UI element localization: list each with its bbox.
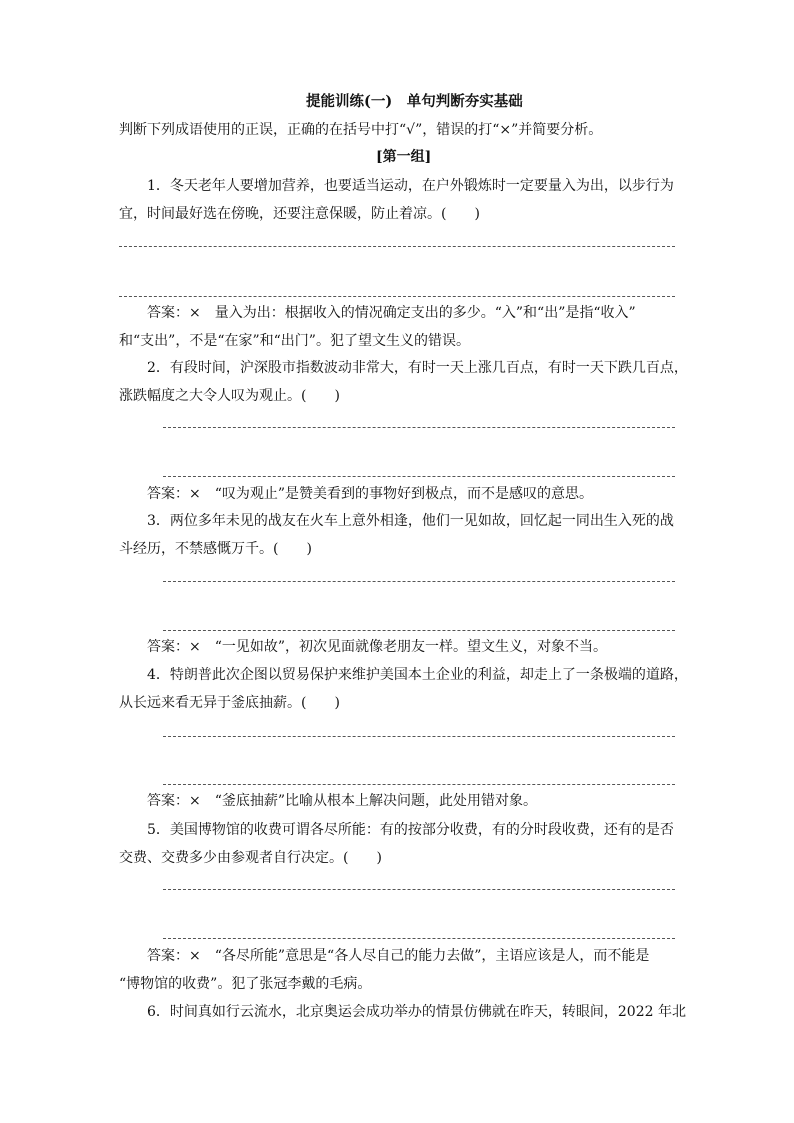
question-1-line-1: 1．冬天老年人要增加营养，也要适当运动，在户外锻炼时一定要量入为出，以步行为: [147, 178, 674, 194]
question-3-line-2: 斗经历，不禁感慨万千。( ): [119, 541, 312, 557]
answer-line: [163, 630, 675, 631]
answer-line: [163, 476, 675, 477]
answer-5-line-1: 答案：× “各尽所能”意思是“各人尽自己的能力去做”，主语应该是人，而不能是: [147, 948, 650, 964]
answer-5-line-2: “博物馆的收费”。犯了张冠李戴的毛病。: [119, 976, 372, 992]
page-title: 提能训练(一) 单句判断夯实基础: [306, 93, 523, 110]
question-6-line-1: 6．时间真如行云流水，北京奥运会成功举办的情景仿佛就在昨天，转眼间，2022 年北: [147, 1004, 686, 1020]
group-heading: [第一组]: [376, 149, 432, 165]
question-3-line-1: 3．两位多年未见的战友在火车上意外相逢，他们一见如故，回忆起一同出生入死的战: [147, 513, 674, 529]
question-5-line-2: 交费、交费多少由参观者自行决定。( ): [119, 850, 382, 866]
answer-1-line-2: 和“支出”，不是“在家”和“出门”。犯了望文生义的错误。: [119, 333, 470, 349]
answer-4-line-1: 答案：× “釜底抽薪”比喻从根本上解决问题，此处用错对象。: [147, 793, 538, 809]
answer-line: [163, 938, 675, 939]
answer-line: [119, 296, 675, 297]
question-4-line-1: 4．特朗普此次企图以贸易保护来维护美国本土企业的利益，却走上了一条极端的道路，: [147, 667, 688, 683]
instruction-text: 判断下列成语使用的正误，正确的在括号中打“√”，错误的打“×”并简要分析。: [119, 122, 603, 138]
question-5-line-1: 5．美国博物馆的收费可谓各尽所能：有的按部分收费，有的分时段收费，还有的是否: [147, 822, 674, 838]
question-1-line-2: 宜，时间最好选在傍晚，还要注意保暖，防止着凉。( ): [119, 206, 480, 222]
question-4-line-2: 从长远来看无异于釜底抽薪。( ): [119, 695, 340, 711]
answer-line: [163, 889, 675, 890]
answer-line: [119, 246, 675, 247]
question-2-line-1: 2．有段时间，沪深股市指数波动非常大，有时一天上涨几百点，有时一天下跌几百点，: [147, 360, 688, 376]
answer-line: [163, 784, 675, 785]
answer-3-line-1: 答案：× “一见如故”，初次见面就像老朋友一样。望文生义，对象不当。: [147, 639, 608, 655]
answer-2-line-1: 答案：× “叹为观止”是赞美看到的事物好到极点，而不是感叹的意思。: [147, 486, 594, 502]
answer-line: [163, 427, 675, 428]
answer-line: [163, 581, 675, 582]
question-2-line-2: 涨跌幅度之大令人叹为观止。( ): [119, 388, 340, 404]
answer-1-line-1: 答案：× 量入为出：根据收入的情况确定支出的多少。“入”和“出”是指“收入”: [147, 305, 636, 321]
answer-line: [163, 736, 675, 737]
